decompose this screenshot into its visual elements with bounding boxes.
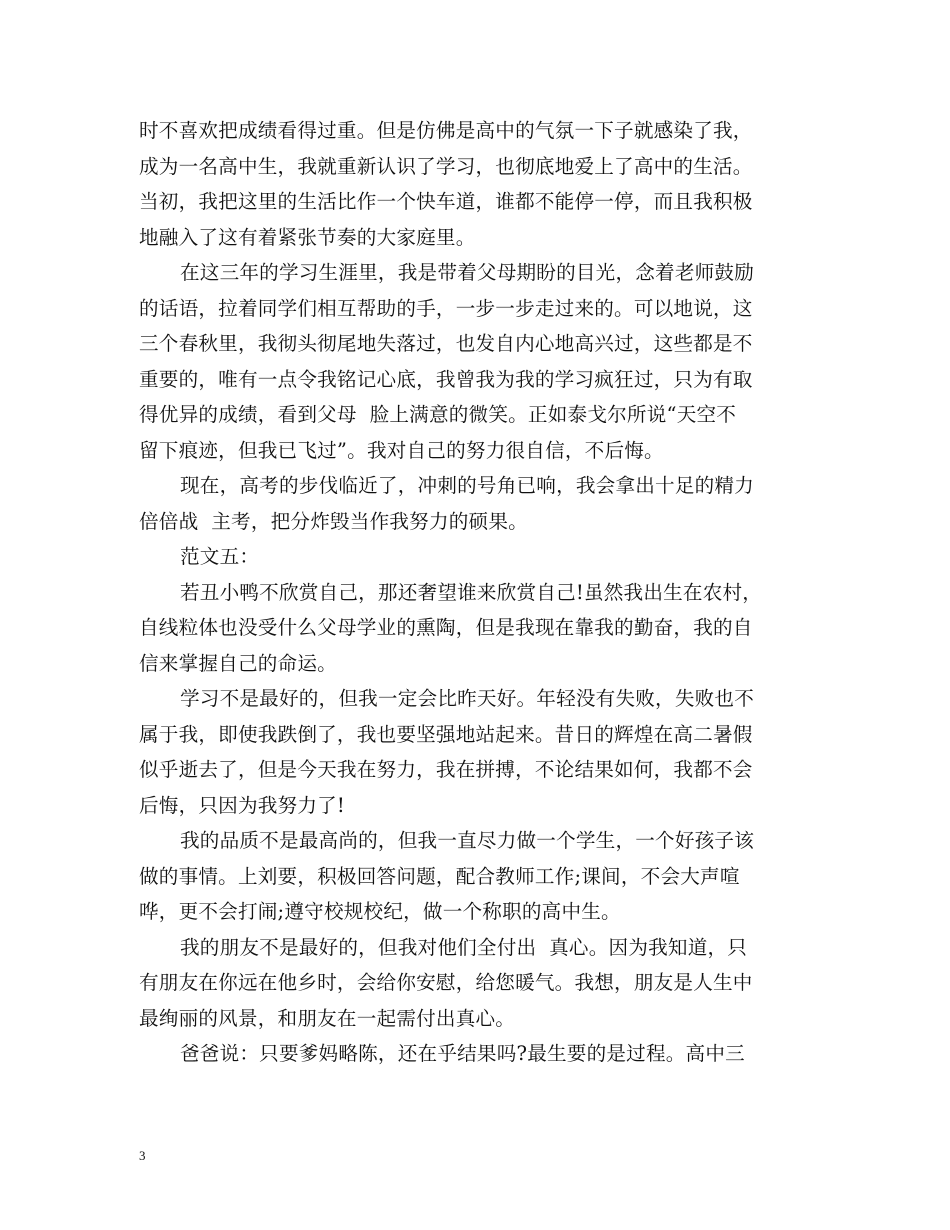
text-line: 若丑小鸭不欣赏自己，那还奢望谁来欣赏自己!虽然我出生在农村，: [180, 580, 763, 604]
text-line: 重要的，唯有一点令我铭记心底，我曾我为我的学习疯狂过，只为有取: [139, 367, 753, 391]
text-line: 地融入了这有着紧张节奏的大家庭里。: [139, 225, 476, 249]
page-number: 3: [139, 1148, 146, 1163]
text-line: 属于我，即使我跌倒了，我也要坚强地站起来。昔日的辉煌在高二暑假: [139, 722, 753, 746]
text-line: 爸爸说：只要爹妈略陈，还在乎结果吗?最生要的是过程。高中三: [180, 1042, 745, 1065]
text-line: 做的事情。上刘要，积极回答问题，配合教师工作;课间，不会大声喧: [139, 864, 740, 888]
paragraph: [139, 468, 819, 539]
text-line: 的话语，拉着同学们相互帮助的手，一步一步走过来的。可以地说，这: [139, 296, 753, 320]
text-line: 在这三年的学习生涯里，我是带着父母期盼的目光，念着老师鼓励: [180, 261, 755, 284]
paragraph: [139, 930, 819, 1037]
text-line: 现在，高考的步伐临近了，冲刺的号角已响，我会拿出十足的精力: [180, 474, 755, 497]
text-line: 信来掌握自己的命运。: [139, 651, 337, 675]
paragraph: [139, 823, 819, 930]
text-line: 范文五：: [180, 545, 260, 568]
paragraph: [139, 113, 819, 255]
paragraph: [139, 539, 819, 575]
text-line: 倍倍战 主考，把分炸毁当作我努力的硕果。: [139, 509, 528, 533]
text-line: 哗，更不会打闹;遵守校规校纪，做一个称职的高中生。: [139, 900, 621, 923]
text-line: 最绚丽的风景，和朋友在一起需付出真心。: [139, 1006, 516, 1030]
paragraph: [139, 681, 819, 823]
text-line: 三个春秋里，我彻头彻尾地失落过，也发自内心地高兴过，这些都是不: [139, 332, 753, 355]
text-line: 当初，我把这里的生活比作一个快车道，谁都不能停一停，而且我积极: [139, 190, 753, 213]
text-line: 我的朋友不是最好的，但我对他们全付出 真心。因为我知道，只: [180, 935, 748, 959]
text-line: 学习不是最好的，但我一定会比昨天好。年轻没有失败，失败也不: [180, 687, 755, 710]
text-line: 成为一名高中生，我就重新认识了学习，也彻底地爱上了高中的生活。: [139, 154, 753, 178]
paragraph: [139, 1036, 819, 1072]
paragraph: [139, 255, 819, 468]
text-line: 我的品质不是最高尚的，但我一直尽力做一个学生，一个好孩子该: [180, 829, 755, 852]
document-body: [139, 113, 819, 1072]
text-line: 留下痕迹，但我已飞过”。我对自己的努力很自信，不后悔。: [139, 438, 664, 462]
text-line: 后悔，只因为我努力了!: [139, 793, 346, 817]
paragraph: [139, 575, 819, 682]
text-line: 似乎逝去了，但是今天我在努力，我在拼搏，不论结果如何，我都不会: [139, 758, 753, 781]
text-line: 自线粒体也没受什么父母学业的熏陶，但是我现在靠我的勤奋，我的自: [139, 616, 753, 639]
text-line: 有朋友在你远在他乡时，会给你安慰，给您暖气。我想，朋友是人生中: [139, 971, 753, 994]
text-line: 得优异的成绩，看到父母 脸上满意的微笑。正如泰戈尔所说“天空不: [139, 403, 737, 426]
text-line: 时不喜欢把成绩看得过重。但是仿佛是高中的气氛一下子就感染了我，: [139, 119, 753, 142]
